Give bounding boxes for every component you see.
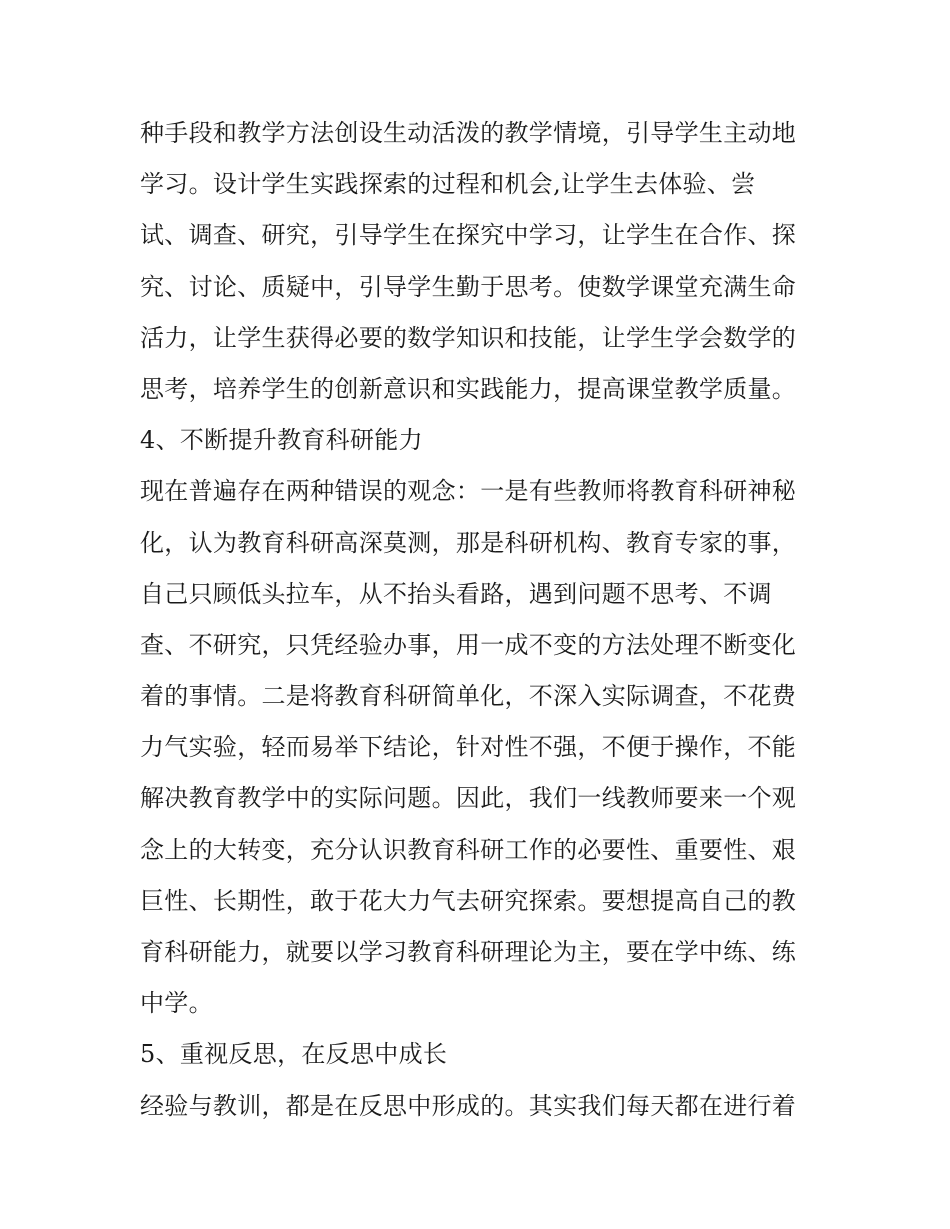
section-heading: 4、不断提升教育科研能力 — [140, 426, 423, 455]
paragraph-line: 思考，培养学生的创新意识和实践能力，提高课堂教学质量。 — [140, 374, 797, 403]
paragraph-line: 查、不研究，只凭经验办事，用一成不变的方法处理不断变化 — [140, 630, 797, 659]
paragraph-line: 念上的大转变，充分认识教育科研工作的必要性、重要性、艰 — [140, 835, 797, 864]
paragraph-line: 着的事情。二是将教育科研简单化，不深入实际调查，不花费 — [140, 682, 797, 711]
paragraph-line: 种手段和教学方法创设生动活泼的教学情境，引导学生主动地 — [140, 119, 797, 147]
section-heading: 5、重视反思，在反思中成长 — [140, 1040, 448, 1069]
paragraph-line: 试、调查、研究，引导学生在探究中学习，让学生在合作、探 — [140, 221, 797, 250]
paragraph-line: 究、讨论、质疑中，引导学生勤于思考。使数学课堂充满生命 — [140, 272, 797, 301]
paragraph-line: 力气实验，轻而易举下结论，针对性不强，不便于操作，不能 — [140, 733, 797, 762]
paragraph-line: 经验与教训，都是在反思中形成的。其实我们每天都在进行着 — [140, 1091, 797, 1120]
paragraph-line: 学习。设计学生实践探索的过程和机会,让学生去体验、尝 — [140, 170, 756, 199]
document-body — [140, 108, 820, 1132]
paragraph-line: 活力，让学生获得必要的数学知识和技能，让学生学会数学的 — [140, 323, 797, 352]
paragraph-line: 自己只顾低头拉车，从不抬头看路，遇到问题不思考、不调 — [140, 579, 772, 608]
paragraph-line: 育科研能力，就要以学习教育科研理论为主，要在学中练、练 — [140, 938, 797, 966]
paragraph-line: 中学。 — [140, 989, 213, 1018]
paragraph-line: 化，认为教育科研高深莫测，那是科研机构、教育专家的事， — [140, 528, 797, 557]
paragraph-line: 现在普遍存在两种错误的观念：一是有些教师将教育科研神秘 — [140, 477, 797, 506]
paragraph-line: 解决教育教学中的实际问题。因此，我们一线教师要来一个观 — [140, 784, 797, 813]
paragraph-line: 巨性、长期性，敢于花大力气去研究探索。要想提高自己的教 — [140, 886, 797, 915]
